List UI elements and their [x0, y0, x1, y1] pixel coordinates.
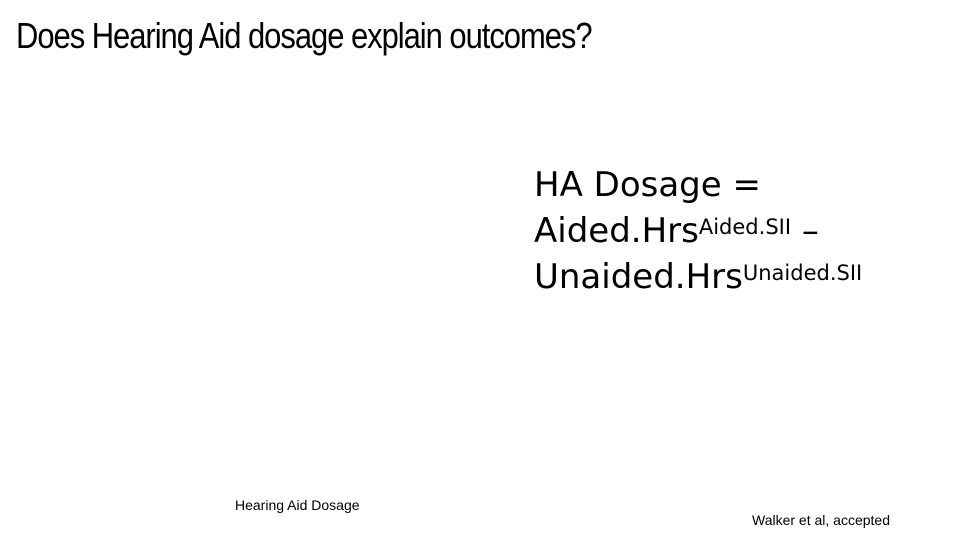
slide-title: Does Hearing Aid dosage explain outcomes?	[16, 15, 592, 56]
formula-line-2	[534, 208, 862, 254]
formula-line-1: HA Dosage =	[534, 165, 761, 205]
dosage-formula	[534, 162, 862, 300]
unaided-sii-exponent: Unaided.SII	[742, 261, 863, 285]
aided-hours-term: Aided.Hrs	[534, 211, 699, 251]
aided-sii-exponent: Aided.SII	[698, 215, 792, 239]
minus-operator: –	[791, 211, 819, 251]
figure-caption: Hearing Aid Dosage	[235, 497, 360, 513]
unaided-hours-term: Unaided.Hrs	[534, 257, 743, 297]
citation: Walker et al, accepted	[752, 512, 890, 528]
formula-line-3	[534, 254, 862, 300]
